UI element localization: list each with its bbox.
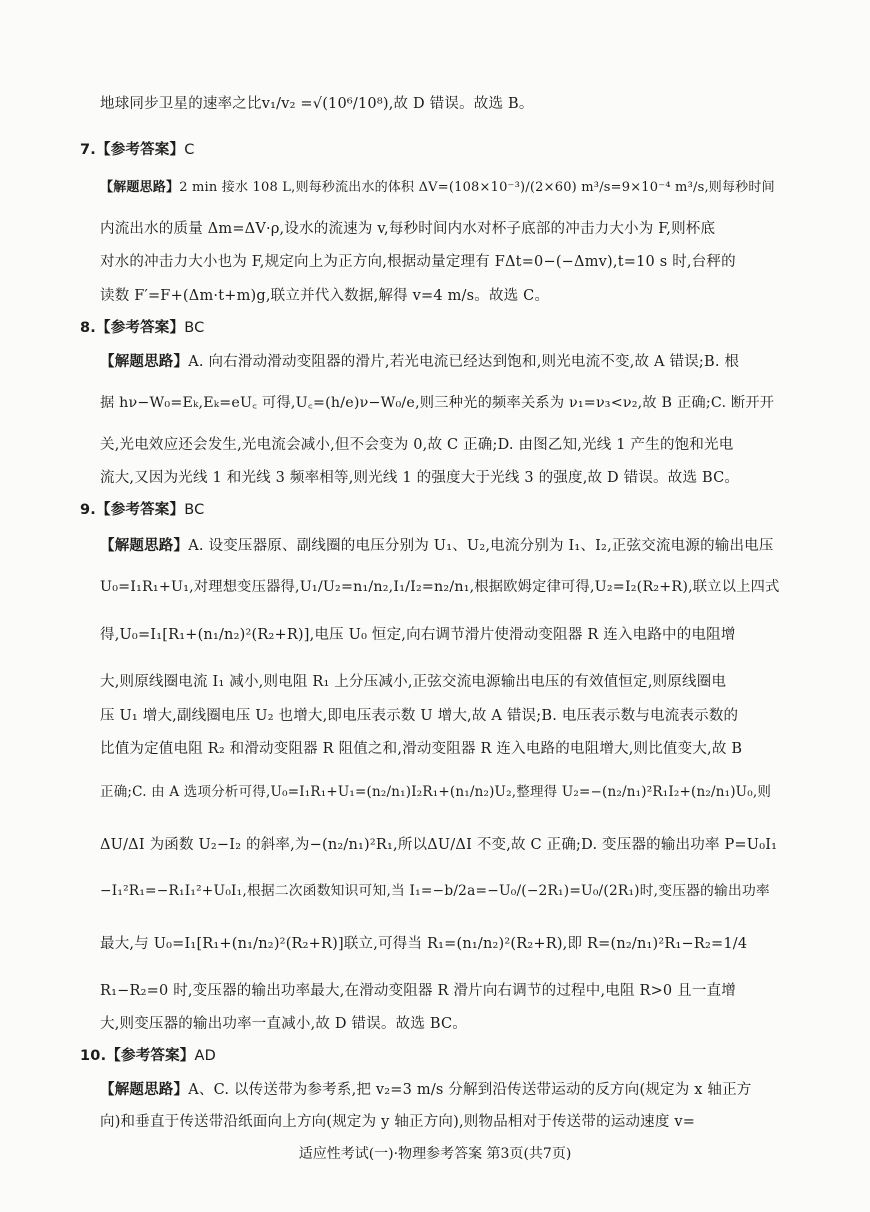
solution-line xyxy=(100,178,780,198)
answer-label: 【参考答案】 xyxy=(96,320,185,336)
answer-heading xyxy=(80,140,760,160)
question-number: 10. xyxy=(80,1048,107,1064)
answer-value: C xyxy=(184,142,195,158)
text-line: 内流出水的质量 Δm=ΔV·ρ,设水的流速为 v,每秒时间内水对杯子底部的冲击力大小为 F,则杯底 xyxy=(100,221,716,237)
answer-heading xyxy=(80,500,760,520)
answer-label: 【参考答案】 xyxy=(106,1048,195,1064)
solution-text: A. 向右滑动滑动变阻器的滑片,若光电流已经达到饱和,则光电流不变,故 A 错误;B. 根 xyxy=(188,354,740,370)
page-footer: 适应性考试(一)·物理参考答案 第3页(共7页) xyxy=(298,1146,572,1162)
solution-line xyxy=(100,536,780,556)
solution-line xyxy=(100,1080,780,1100)
answer-label: 【参考答案】 xyxy=(96,502,185,518)
text-line: 正确;C. 由 A 选项分析可得,U₀=I₁R₁+U₁=(n₂/n₁)I₂R₁+(n₁/n₂)U₂,整理得 U₂=−(n₂/n₁)²R₁I₂+(n₂/n₁)U₀,则 xyxy=(100,784,772,800)
answer-value: BC xyxy=(184,320,205,336)
text-line: U₀=I₁R₁+U₁,对理想变压器得,U₁/U₂=n₁/n₂,I₁/I₂=n₂/n₁,根据欧姆定律可得,U₂=I₂(R₂+R),联立以上四式 xyxy=(100,579,780,595)
answer-label: 【参考答案】 xyxy=(96,142,185,158)
solution-line xyxy=(100,352,780,372)
question-number: 7. xyxy=(80,142,96,158)
text-line: 对水的冲击力大小也为 F,规定向上为正方向,根据动量定理有 FΔt=0−(−Δmv),t=10 s 时,台秤的 xyxy=(100,254,736,270)
text-line: 得,U₀=I₁[R₁+(n₁/n₂)²(R₂+R)],电压 U₀ 恒定,向右调节滑片使滑动变阻器 R 连入电路中的电阻增 xyxy=(100,627,736,643)
text-line: 流大,又因为光线 1 和光线 3 频率相等,则光线 1 的强度大于光线 3 的强度,故 D 错误。故选 BC。 xyxy=(100,470,740,486)
text-line: 据 hν−W₀=Eₖ,Eₖ=eU꜀ 可得,U꜀=(h/e)ν−W₀/e,则三种光的频率关系为 ν₁=ν₃<ν₂,故 B 正确;C. 断开开 xyxy=(100,395,775,411)
text-line: 大,则原线圈电流 I₁ 减小,则电阻 R₁ 上分压减小,正弦交流电源输出电压的有效值恒定,则原线圈电 xyxy=(100,674,727,690)
text-line: 大,则变压器的输出功率一直减小,故 D 错误。故选 BC。 xyxy=(100,1016,467,1032)
text-line: 读数 F′=F+(Δm·t+m)g,联立并代入数据,解得 v=4 m/s。故选 C。 xyxy=(100,288,550,304)
text-line: 最大,与 U₀=I₁[R₁+(n₁/n₂)²(R₂+R)]联立,可得当 R₁=(n₁/n₂)²(R₂+R),即 R=(n₂/n₁)²R₁−R₂=1/4 xyxy=(100,936,748,952)
text-line: 地球同步卫星的速率之比v₁/v₂ =√(10⁶/10⁸),故 D 错误。故选 B。 xyxy=(100,96,534,112)
solution-label: 【解题思路】 xyxy=(100,538,189,554)
text-line: −I₁²R₁=−R₁I₁²+U₀I₁,根据二次函数知识可知,当 I₁=−b/2a=−U₀/(−2R₁)=U₀/(2R₁)时,变压器的输出功率 xyxy=(100,883,770,899)
answer-heading xyxy=(80,318,760,338)
solution-label: 【解题思路】 xyxy=(100,354,189,370)
text-line: ΔU/ΔI 为函数 U₂−I₂ 的斜率,为−(n₂/n₁)²R₁,所以ΔU/ΔI 不变,故 C 正确;D. 变压器的输出功率 P=U₀I₁ xyxy=(100,837,778,853)
text-line: 关,光电效应还会发生,光电流会减小,但不会变为 0,故 C 正确;D. 由图乙知,光线 1 产生的饱和光电 xyxy=(100,437,734,453)
answer-value: BC xyxy=(184,502,205,518)
solution-label: 【解题思路】 xyxy=(100,1082,189,1098)
solution-text: A. 设变压器原、副线圈的电压分别为 U₁、U₂,电流分别为 I₁、I₂,正弦交流电源的输出电压 xyxy=(188,538,774,554)
solution-label: 【解题思路】 xyxy=(100,180,180,195)
solution-text: 2 min 接水 108 L,则每秒流出水的体积 ΔV=(108×10⁻³)/(2×60) m³/s=9×10⁻⁴ m³/s,则每秒时间 xyxy=(179,180,775,195)
text-line: 压 U₁ 增大,副线圈电压 U₂ 也增大,即电压表示数 U 增大,故 A 错误;B. 电压表示数与电流表示数的 xyxy=(100,708,739,724)
question-number: 8. xyxy=(80,320,96,336)
solution-text: A、C. 以传送带为参考系,把 v₂=3 m/s 分解到沿传送带运动的反方向(规定为 x 轴正方 xyxy=(188,1082,752,1098)
text-line: 向)和垂直于传送带沿纸面向上方向(规定为 y 轴正方向),则物品相对于传送带的运动速度 v= xyxy=(100,1114,696,1130)
answer-value: AD xyxy=(194,1048,216,1064)
answer-heading xyxy=(80,1046,760,1066)
text-line: R₁−R₂=0 时,变压器的输出功率最大,在滑动变阻器 R 滑片向右调节的过程中,电阻 R>0 且一直增 xyxy=(100,983,736,999)
question-number: 9. xyxy=(80,502,96,518)
text-line: 比值为定值电阻 R₂ 和滑动变阻器 R 阻值之和,滑动变阻器 R 连入电路的电阻增大,则比值变大,故 B xyxy=(100,741,743,757)
